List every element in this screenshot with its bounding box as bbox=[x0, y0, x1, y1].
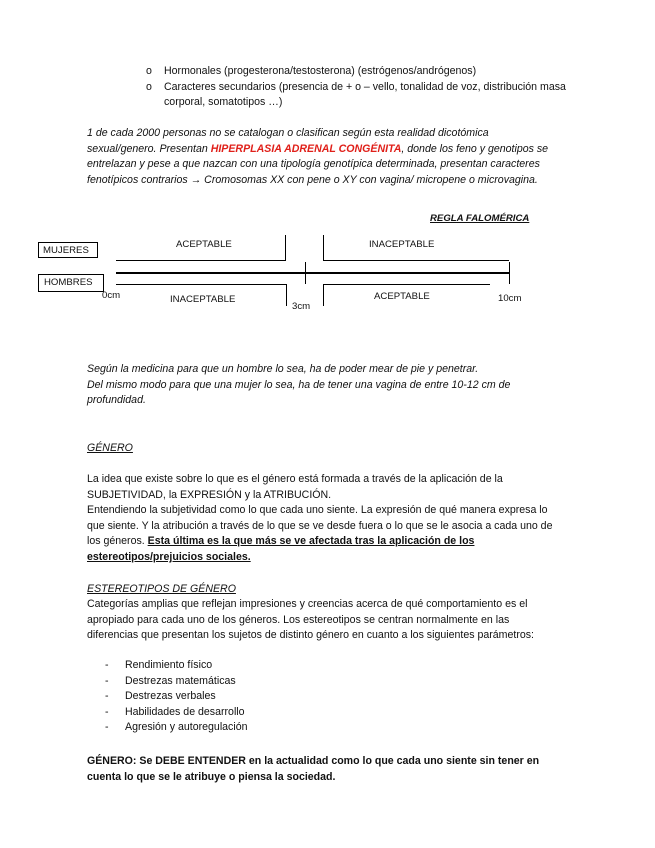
emphasis-sentence: Esta última es la que más se ve afectada tras la aplicación de los estereotipos/prejuicios sociales. bbox=[87, 535, 475, 563]
women-row-label-box bbox=[38, 242, 98, 258]
diagram-title: REGLA FALOMÉRICA bbox=[430, 213, 530, 224]
men-row-label-box bbox=[38, 274, 104, 292]
list-item-text: Caracteres secundarios (presencia de + o – vello, tonalidad de voz, distribución masa corporal, somatotipos …) bbox=[164, 80, 566, 109]
list-item: - Rendimiento físico bbox=[105, 659, 213, 671]
tick-label-0: 0cm bbox=[102, 290, 121, 301]
list-item: - Destrezas matemáticas bbox=[105, 674, 236, 687]
axis-tick-3cm bbox=[305, 262, 306, 284]
gender-conclusion: GÉNERO: Se DEBE ENTENDER en la actualidad como lo que cada uno siente sin tener en cuenta lo que se le atribuye o piensa la sociedad. bbox=[87, 755, 540, 783]
women-row-label: MUJERES bbox=[43, 245, 89, 256]
circle-bullet-icon: o bbox=[146, 80, 152, 93]
phallometric-diagram bbox=[0, 210, 655, 320]
men-unacceptable-line bbox=[116, 284, 286, 285]
list-item-text: Hormonales (progesterona/testosterona) (estrógenos/andrógenos) bbox=[164, 65, 477, 77]
women-acceptable-label: ACEPTABLE bbox=[176, 239, 232, 250]
stereotypes-intro: Categorías amplias que reflejan impresiones y creencias acerca de qué comportamiento es el apropiado para cada uno de los géneros. Los estereotipos se centran normalmente en las diferencias que presentan los sujetos de distinto género en cuanto a los siguientes parámetros: bbox=[87, 598, 534, 642]
women-acceptable-end bbox=[285, 235, 286, 261]
men-unacceptable-label: INACEPTABLE bbox=[170, 294, 236, 305]
women-acceptable-line bbox=[116, 260, 285, 261]
list-item bbox=[146, 80, 566, 111]
parameters-list bbox=[87, 658, 547, 736]
stereotypes-heading: ESTEREOTIPOS DE GÉNERO bbox=[87, 583, 236, 595]
axis-tick-10cm bbox=[509, 262, 510, 284]
men-acceptable-line bbox=[323, 284, 490, 285]
tick-label-3: 3cm bbox=[292, 301, 311, 312]
measure-axis bbox=[116, 272, 510, 274]
women-unacceptable-start bbox=[323, 235, 324, 261]
list-item: - Destrezas verbales bbox=[105, 690, 216, 703]
gender-paragraph: La idea que existe sobre lo que es el género está formada a través de la aplicación de la SUBJETIVIDAD, la EXPRESIÓN y la ATRIBUCIÓN. Entendiendo la subjetividad como lo que cada uno siente. La expresión de qué manera expresa lo que siente. Y la atribución a través de lo que se ve desde fuera o lo que se le asocia a cada uno de los géneros. Esta última es la que más se ve afectada tras la aplicación de los estereotipos/prejuicios sociales. bbox=[87, 473, 553, 563]
hormonal-list bbox=[146, 64, 566, 111]
men-unacceptable-end bbox=[286, 284, 287, 306]
gender-heading: GÉNERO bbox=[87, 442, 133, 454]
circle-bullet-icon: o bbox=[146, 65, 152, 77]
intersex-paragraph: 1 de cada 2000 personas no se catalogan o clasifican según esta realidad dicotómica sexual/genero. Presentan HIPERPLASIA ADRENAL CONGÉNITA, donde los feno y genotipos se entrelazan y pese a que nazcan con una tipología genotípica determinada, presentan caracteres fenotípicos contrarios → Cromosomas XX con pene o XY con vagina/ micropene o microvagina. bbox=[87, 127, 549, 186]
tick-label-10: 10cm bbox=[498, 293, 522, 304]
list-item: - Agresión y autoregulación bbox=[105, 721, 248, 734]
men-acceptable-label: ACEPTABLE bbox=[374, 291, 430, 302]
medicine-paragraph: Según la medicina para que un hombre lo sea, ha de poder mear de pie y penetrar. Del mismo modo para que una mujer lo sea, ha de tener una vagina de entre 10-12 cm de profundidad. bbox=[87, 363, 511, 407]
list-item bbox=[146, 64, 566, 80]
women-unacceptable-line bbox=[323, 260, 509, 261]
list-item: - Habilidades de desarrollo bbox=[105, 705, 245, 718]
women-unacceptable-label: INACEPTABLE bbox=[369, 239, 435, 250]
men-row-label: HOMBRES bbox=[44, 277, 93, 288]
highlight-term: HIPERPLASIA ADRENAL CONGÉNITA bbox=[210, 142, 402, 155]
men-acceptable-start bbox=[323, 284, 324, 306]
